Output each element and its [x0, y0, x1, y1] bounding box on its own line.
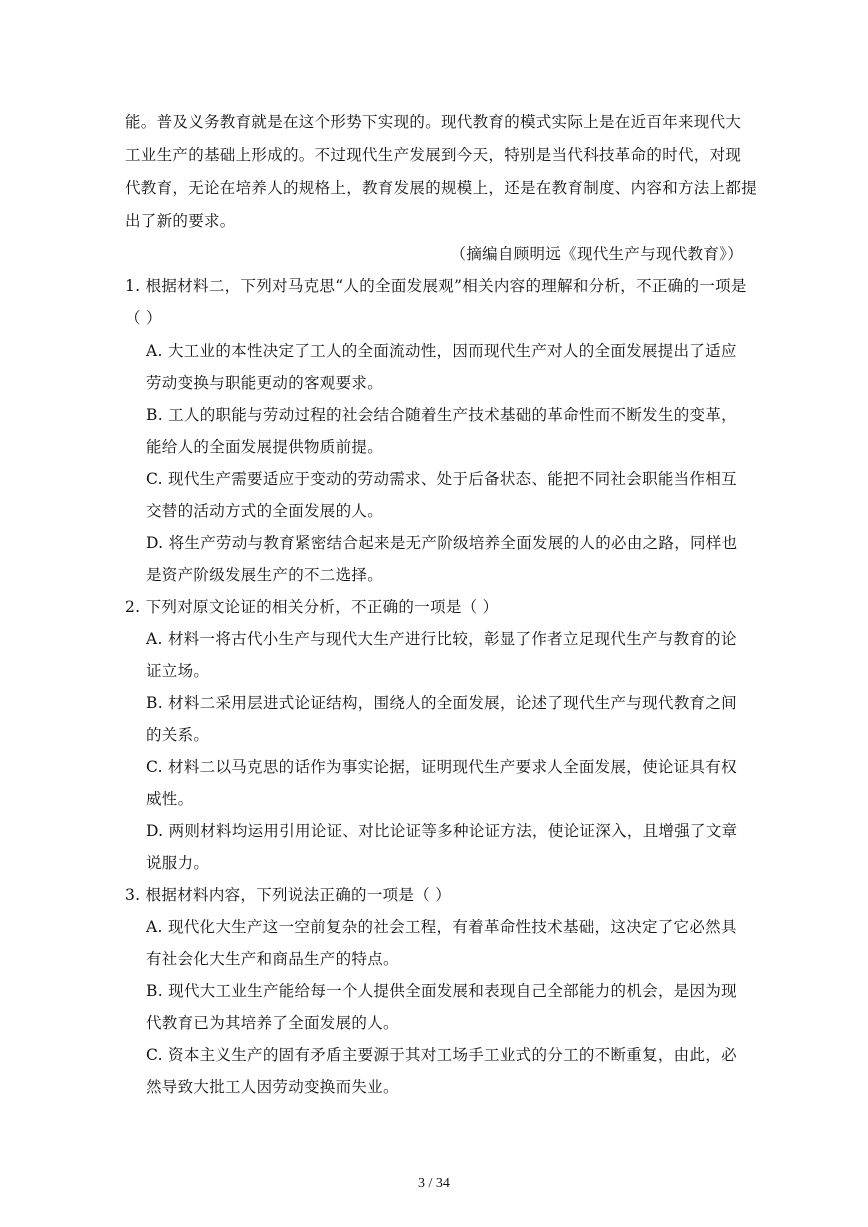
option-line: B. 现代大工业生产能给每一个人提供全面发展和表现自己全部能力的机会，是因为现 [146, 982, 737, 1000]
option-line: 证立场。 [146, 662, 210, 680]
option-line: C. 材料二以马克思的话作为事实论据，证明现代生产要求人全面发展，使论证具有权 [146, 758, 737, 776]
option-line: B. 工人的职能与劳动过程的社会结合随着生产技术基础的革命性而不断发生的变革， [146, 406, 737, 424]
question-stem: 1. 根据材料二，下列对马克思“人的全面发展观”相关内容的理解和分析，不正确的一项是 [125, 277, 747, 295]
option-line: A. 材料一将古代小生产与现代大生产进行比较，彰显了作者立足现代生产与教育的论 [146, 630, 737, 648]
option-line: 有社会化大生产和商品生产的特点。 [146, 950, 399, 968]
option-line: D. 将生产劳动与教育紧密结合起来是无产阶级培养全面发展的人的必由之路，同样也 [146, 534, 738, 552]
passage-source: （摘编自顾明远《现代生产与现代教育》） [450, 245, 743, 263]
option-line: B. 材料二采用层进式论证结构，围绕人的全面发展，论述了现代生产与现代教育之间 [146, 694, 737, 712]
option-line: C. 资本主义生产的固有矛盾主要源于其对工场手工业式的分工的不断重复，由此，必 [146, 1046, 737, 1064]
question-stem: 2. 下列对原文论证的相关分析，不正确的一项是（ ） [125, 598, 499, 616]
option-line: 代教育已为其培养了全面发展的人。 [146, 1014, 399, 1032]
option-line: 交替的活动方式的全面发展的人。 [146, 502, 384, 520]
option-line: C. 现代生产需要适应于变动的劳动需求、处于后备状态、能把不同社会职能当作相互 [146, 470, 737, 488]
passage-line: 能。普及义务教育就是在这个形势下实现的。现代教育的模式实际上是在近百年来现代大 [125, 113, 742, 131]
option-line: 是资产阶级发展生产的不二选择。 [146, 566, 384, 584]
option-line: 能给人的全面发展提供物质前提。 [146, 438, 384, 456]
page-number: 3 / 34 [418, 1176, 450, 1191]
question-stem: （ ） [125, 309, 162, 327]
option-line: A. 现代化大生产这一空前复杂的社会工程，有着革命性技术基础，这决定了它必然具 [146, 918, 737, 936]
option-line: D. 两则材料均运用引用论证、对比论证等多种论证方法，使论证深入，且增强了文章 [146, 822, 738, 840]
passage-line: 工业生产的基础上形成的。不过现代生产发展到今天，特别是当代科技革命的时代，对现 [125, 146, 742, 164]
option-line: A. 大工业的本性决定了工人的全面流动性，因而现代生产对人的全面发展提出了适应 [146, 342, 737, 360]
option-line: 劳动变换与职能更动的客观要求。 [146, 374, 384, 392]
option-line: 然导致大批工人因劳动变换而失业。 [146, 1078, 399, 1096]
option-line: 说服力。 [146, 854, 210, 872]
passage-line: 代教育，无论在培养人的规格上，教育发展的规模上，还是在教育制度、内容和方法上都提 [125, 179, 758, 197]
option-line: 的关系。 [146, 726, 210, 744]
option-line: 威性。 [146, 790, 194, 808]
question-stem: 3. 根据材料内容，下列说法正确的一项是（ ） [125, 886, 452, 904]
passage-line: 出了新的要求。 [125, 212, 236, 230]
